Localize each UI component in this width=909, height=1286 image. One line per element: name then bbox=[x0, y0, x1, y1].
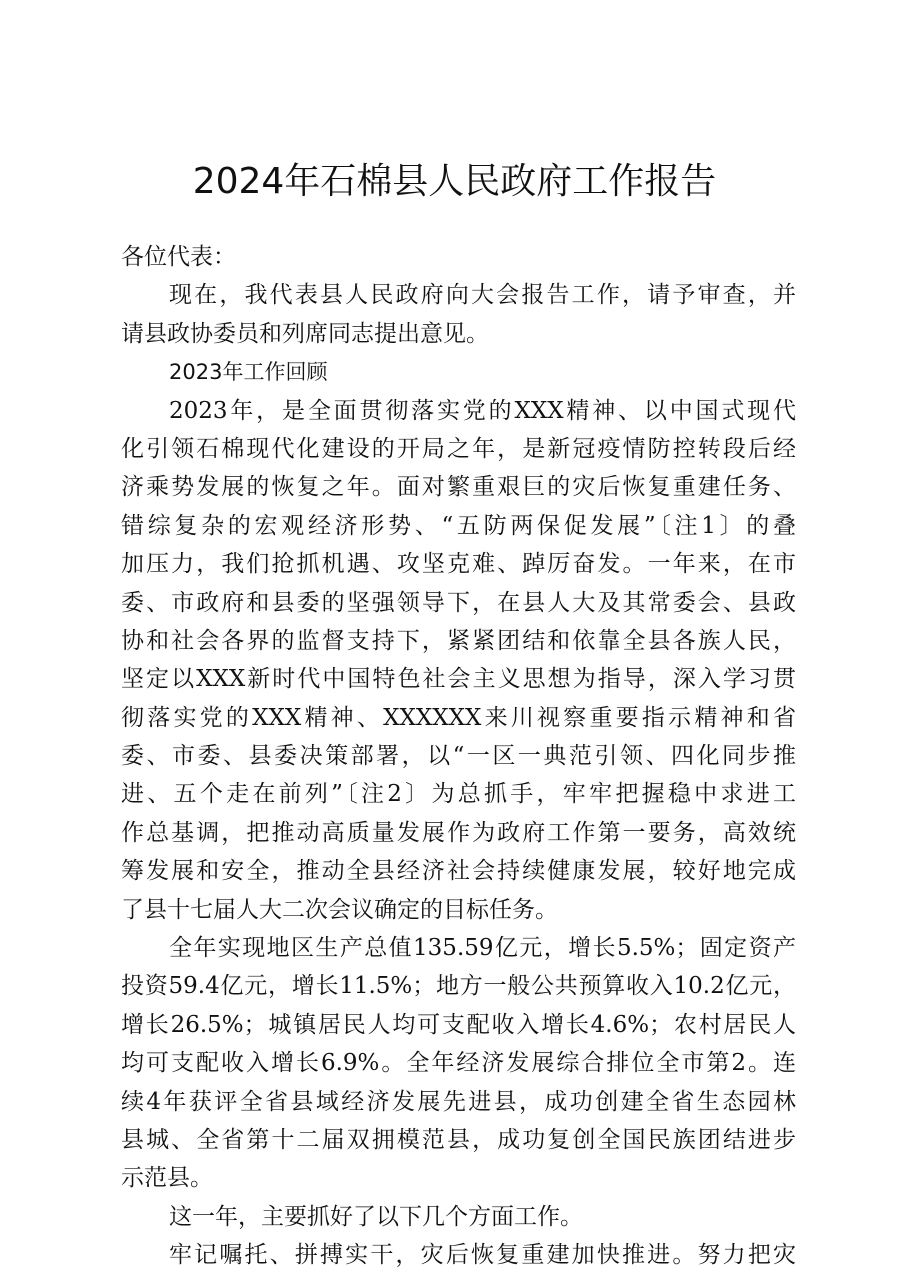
paragraph-line: 增长26.5%；城镇居民人均可支配收入增长4.6%；农村居民人 bbox=[121, 1011, 796, 1038]
paragraph-line: 请县政协委员和列席同志提出意见。 bbox=[121, 320, 489, 347]
paragraph-line: 筹发展和安全，推动全县经济社会持续健康发展，较好地完成 bbox=[121, 858, 796, 885]
paragraph-line: 2023年，是全面贯彻落实党的XXX精神、以中国式现代 bbox=[169, 397, 796, 424]
paragraph-line: 各位代表： bbox=[121, 244, 236, 270]
paragraph-line: 投资59.4亿元，增长11.5%；地方一般公共预算收入10.2亿元， bbox=[121, 973, 796, 1000]
paragraph-line: 作总基调，把推动高质量发展作为政府工作第一要务，高效统 bbox=[121, 819, 796, 846]
paragraph-line: 县城、全省第十二届双拥模范县，成功复创全国民族团结进步 bbox=[121, 1126, 796, 1153]
paragraph-line: 续4年获评全省县域经济发展先进县，成功创建全省生态园林 bbox=[121, 1088, 796, 1115]
paragraph-line: 示范县。 bbox=[121, 1165, 213, 1192]
paragraph-line: 牢记嘱托、拼搏实干，灾后恢复重建加快推进。努力把灾 bbox=[169, 1242, 796, 1269]
paragraph-line: 坚定以XXX新时代中国特色社会主义思想为指导，深入学习贯 bbox=[121, 666, 796, 693]
paragraph-line: 现在，我代表县人民政府向大会报告工作，请予审查，并 bbox=[169, 282, 796, 309]
paragraph-line: 协和社会各界的监督支持下，紧紧团结和依靠全县各族人民， bbox=[121, 627, 796, 654]
paragraph-line: 委、市委、县委决策部署，以“一区一典范引领、四化同步推 bbox=[121, 743, 796, 770]
paragraph-line: 均可支配收入增长6.9%。全年经济发展综合排位全市第2。连 bbox=[121, 1050, 796, 1077]
paragraph-line: 彻落实党的XXX精神、XXXXXX来川视察重要指示精神和省 bbox=[121, 704, 796, 731]
section-heading: 2023年工作回顾 bbox=[169, 360, 328, 385]
paragraph-line: 这一年，主要抓好了以下几个方面工作。 bbox=[169, 1203, 583, 1230]
document-body bbox=[121, 238, 796, 1275]
paragraph-line: 加压力，我们抢抓机遇、攻坚克难、踔厉奋发。一年来，在市 bbox=[121, 551, 796, 578]
paragraph-line: 委、市政府和县委的坚强领导下，在县人大及其常委会、县政 bbox=[121, 589, 796, 616]
paragraph-line: 错综复杂的宏观经济形势、“五防两保促发展”〔注1〕的叠 bbox=[121, 512, 796, 539]
paragraph-line: 进、五个走在前列”〔注2〕为总抓手，牢牢把握稳中求进工 bbox=[121, 781, 796, 808]
paragraph-line: 全年实现地区生产总值135.59亿元，增长5.5%；固定资产 bbox=[169, 935, 796, 962]
document-title: 2024年石棉县人民政府工作报告 bbox=[192, 161, 717, 202]
paragraph-line: 化引领石棉现代化建设的开局之年，是新冠疫情防控转段后经 bbox=[121, 435, 796, 462]
paragraph-line: 了县十七届人大二次会议确定的目标任务。 bbox=[121, 896, 558, 923]
paragraph-line: 济乘势发展的恢复之年。面对繁重艰巨的灾后恢复重建任务、 bbox=[121, 474, 796, 501]
